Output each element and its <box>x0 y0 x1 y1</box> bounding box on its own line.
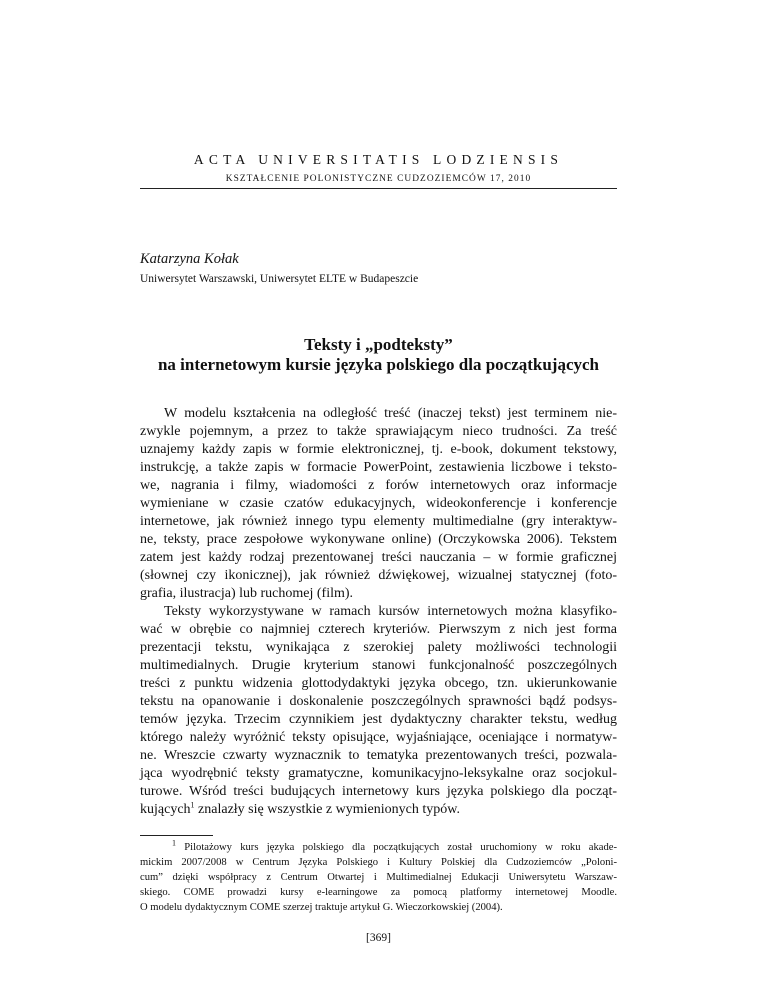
body-line: treści z punktu widzenia glottodydaktyki języka obcego, tzn. ukierunkowanie <box>140 676 617 691</box>
body-line: zatem jest każdy rodzaj prezentowanej treści nauczania – w formie graficznej <box>140 550 617 565</box>
body-line: prezentacji tekstu, wynikająca z szerokiej palety możliwości technologii <box>140 640 617 655</box>
body-line: turowe. Wśród treści budujących internetowy kurs języka polskiego dla począt- <box>140 784 617 799</box>
body-line-last <box>140 801 617 819</box>
journal-series: KSZTAŁCENIE POLONISTYCZNE CUDZOZIEMCÓW 17, 2010 <box>225 174 532 184</box>
author-affiliation: Uniwersytet Warszawski, Uniwersytet ELTE w Budapeszcie <box>140 273 419 285</box>
footnote <box>140 840 617 915</box>
body-line: którego należy wyróżnić teksty opisujące, wyjaśniające, oceniające i normatyw- <box>140 730 617 745</box>
author-name: Katarzyna Kołak <box>140 251 239 267</box>
footnote-line <box>140 840 617 855</box>
body-line: multimedialnych. Drugie kryterium stanowi funkcjonalność poszczególnych <box>140 658 617 673</box>
body-line: (słownej czy ikonicznej), jak również dźwiękowej, wizualnej statycznej (foto- <box>140 568 617 583</box>
journal-title: ACTA UNIVERSITATIS LODZIENSIS <box>193 152 564 167</box>
body-line: internetowe, jak również innego typu elementy multimedialne (gry interaktyw- <box>140 514 617 529</box>
body-line: ne. Wreszcie czwarty wyznacznik to tematyka prezentowanych treści, pozwala- <box>140 748 617 763</box>
body-line: jąca wyodrębnić teksty gramatyczne, komunikacyjno-leksykalne oraz socjokul- <box>140 766 617 781</box>
body-line: wymieniane w czasie czatów edukacyjnych, wideokonferencje i konferencje <box>140 496 617 511</box>
page-number: [369] <box>366 932 391 944</box>
header-rule <box>140 188 617 189</box>
footnote-line: O modelu dydaktycznym COME szerzej traktuje artykuł G. Wieczorkowskiej (2004). <box>140 902 503 913</box>
footnote-text: Pilotażowy kurs języka polskiego dla początkujących został uruchomiony w roku akade- <box>184 842 617 853</box>
body-line: temów języka. Trzecim czynnikiem jest dydaktyczny charakter tekstu, według <box>140 712 617 727</box>
article-title-line-1: Teksty i „podteksty” <box>304 335 453 354</box>
footnote-number: 1 <box>172 838 176 848</box>
body-text-fragment: kujących <box>140 802 191 817</box>
body-text-fragment: znalazły się wszystkie z wymienionych typów. <box>194 802 460 817</box>
body-line: tekstu na opanowanie i doskonalenie poszczególnych sprawności bądź podsys- <box>140 694 617 709</box>
body-line: grafia, ilustracja) lub ruchomej (film). <box>140 586 354 601</box>
article-title <box>120 335 637 375</box>
body-line: Teksty wykorzystywane w ramach kursów internetowych można klasyfiko- <box>164 604 617 619</box>
body-line: zwykle pojemnym, a przez to także sprawiającym nieco trudności. Za treść <box>140 424 617 439</box>
footnote-line: skiego. COME prowadzi kursy e-learningowe za pomocą platformy internetowej Moodle. <box>140 887 617 898</box>
footnote-line: cum” dzięki współpracy z Centrum Otwartej i Multimedialnej Edukacji Uniwersytetu Warszaw- <box>140 872 617 883</box>
footnote-rule <box>140 835 213 836</box>
body-line: wać w obrębie co najmniej czterech kryteriów. Pierwszym z nich jest forma <box>140 622 617 637</box>
body-line: W modelu kształcenia na odległość treść (inaczej tekst) jest terminem nie- <box>164 406 617 421</box>
footnote-line: mickim 2007/2008 w Centrum Języka Polskiego i Kultury Polskiej dla Cudzoziemców „Poloni- <box>140 857 617 868</box>
body-line: uznajemy każdy zapis w formie elektronicznej, tj. e-book, dokument tekstowy, <box>140 442 617 457</box>
body-line: instrukcję, a także zapis w formacie PowerPoint, zestawienia liczbowe i teksto- <box>140 460 617 475</box>
body-line: we, nagrania i filmy, wiadomości z forów internetowych oraz informacje <box>140 478 617 493</box>
article-title-line-2: na internetowym kursie języka polskiego dla początkujących <box>157 355 600 374</box>
footnote-marker[interactable]: 1 <box>190 800 195 810</box>
body-line: ne, teksty, prace zespołowe wykonywane online) (Orczykowska 2006). Tekstem <box>140 532 617 547</box>
body-text <box>140 405 617 819</box>
